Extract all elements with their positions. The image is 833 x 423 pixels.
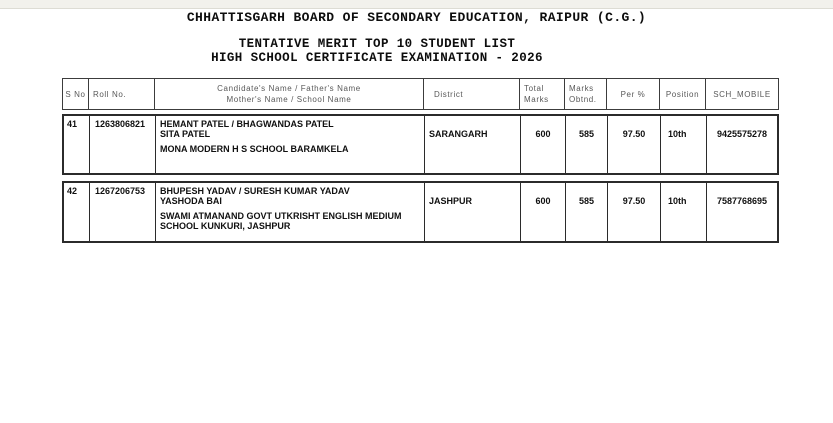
cell-candidate [156, 116, 425, 173]
cell-percent: 97.50 [608, 116, 661, 173]
column-header-sch-mobile-label: SCH_MOBILE [713, 89, 771, 99]
column-header-roll [89, 79, 155, 109]
cell-position: 10th [661, 116, 707, 173]
page-subtitle [0, 38, 754, 65]
subtitle-line2: HIGH SCHOOL CERTIFICATE EXAMINATION - 2026 [211, 50, 543, 65]
cell-roll-no: 1263806821 [90, 116, 156, 173]
column-header-marks-obtained [565, 79, 607, 109]
candidate-father-name: BHUPESH YADAV / SURESH KUMAR YADAV [160, 186, 350, 196]
mother-name: YASHODA BAI [160, 196, 222, 206]
cell-district: JASHPUR [425, 183, 521, 241]
cell-sno: 42 [64, 183, 90, 241]
cell-total-marks: 600 [521, 183, 566, 241]
cell-marks-obtained: 585 [566, 116, 608, 173]
column-header-position-label: Position [665, 89, 700, 99]
column-header-total-line1: Total [524, 84, 544, 93]
cell-district: SARANGARH [425, 116, 521, 173]
column-header-position [660, 79, 706, 109]
cell-candidate [156, 183, 425, 241]
cell-position: 10th [661, 183, 707, 241]
table-row [62, 181, 779, 243]
column-header-total-marks [520, 79, 565, 109]
merit-table [62, 78, 779, 249]
cell-roll-no: 1267206753 [90, 183, 156, 241]
column-header-candidate [155, 79, 424, 109]
column-header-sno-label: S No [65, 89, 86, 99]
subtitle-line1: TENTATIVE MERIT TOP 10 STUDENT LIST [238, 37, 516, 51]
candidate-father-name: HEMANT PATEL / BHAGWANDAS PATEL [160, 119, 334, 129]
cell-sch-mobile: 9425575278 [716, 129, 768, 139]
table-header-row [62, 78, 779, 110]
column-header-marks-line1: Marks [569, 84, 594, 93]
column-header-total-line2: Marks [524, 95, 549, 104]
column-header-sno [63, 79, 89, 109]
school-name: MONA MODERN H S SCHOOL BARAMKELA [160, 144, 349, 154]
column-header-district [424, 79, 520, 109]
column-header-candidate-line1: Candidate's Name / Father's Name [217, 84, 361, 93]
mother-name: SITA PATEL [160, 129, 211, 139]
cell-total-marks: 600 [521, 116, 566, 173]
column-header-percent [607, 79, 660, 109]
cell-marks-obtained: 585 [566, 183, 608, 241]
table-row [62, 114, 779, 175]
cell-percent: 97.50 [608, 183, 661, 241]
cell-sno: 41 [64, 116, 90, 173]
cell-sch-mobile: 7587768695 [716, 196, 768, 206]
page-title: CHHATTISGARH BOARD OF SECONDARY EDUCATION, RAIPUR (C.G.) [186, 10, 647, 25]
column-header-district-label: District [434, 89, 464, 99]
school-name: SWAMI ATMANAND GOVT UTKRISHT ENGLISH MEDIUM SCHOOL KUNKURI, JASHPUR [160, 211, 402, 231]
column-header-percent-label: Per % [620, 89, 646, 99]
column-header-roll-label: Roll No. [93, 89, 127, 99]
top-bar [0, 0, 833, 9]
column-header-candidate-line2: Mother's Name / School Name [226, 95, 352, 104]
column-header-marks-line2: Obtnd. [569, 95, 597, 104]
column-header-sch-mobile [706, 79, 778, 109]
